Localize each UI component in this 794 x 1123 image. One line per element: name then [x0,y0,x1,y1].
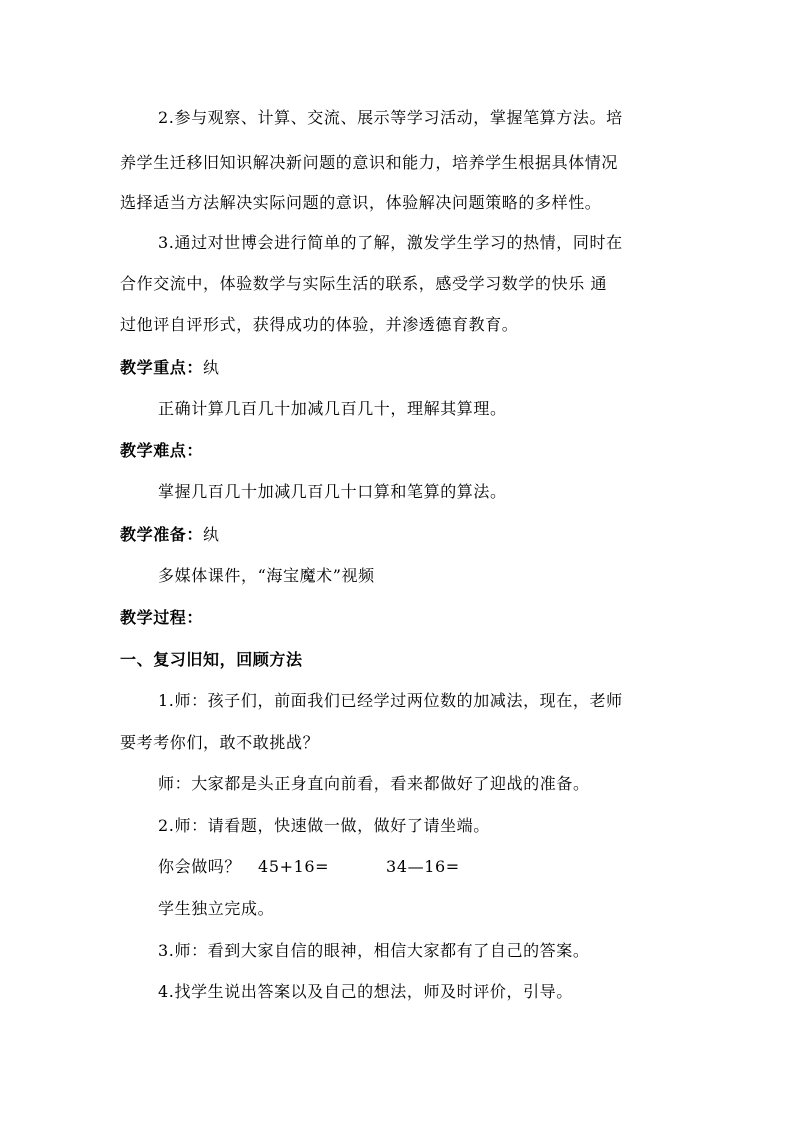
process-heading: 教学过程： [120,608,204,627]
preparation-text: 多媒体课件，“海宝魔术”视频 [158,566,375,585]
key-points-text: 正确计算几百几十加减几百几十，理解其算理。 [158,399,507,418]
key-points-heading [120,358,220,378]
review-line-6: 学生独立完成。 [158,899,275,918]
key-points-mark: 纨 [203,358,220,377]
review-exercise-line: 你会做吗？ 45+16= 34—16= [158,857,460,876]
objective-3-line-2: 合作交流中，体验数学与实际生活的联系，感受学习数学的快乐 通 [120,274,608,293]
difficulty-heading: 教学难点： [120,441,204,460]
objective-3-line-1: 3.通过对世博会进行简单的了解，激发学生学习的热情，同时在 [158,233,623,252]
objective-2-line-1: 2.参与观察、计算、交流、展示等学习活动，掌握笔算方法。培 [158,108,623,127]
difficulty-text: 掌握几百几十加减几百几十口算和笔算的算法。 [158,482,507,501]
objective-2-line-2: 养学生迁移旧知识解决新问题的意识和能力，培养学生根据具体情况 [120,153,619,172]
section-1-heading: 一、复习旧知，回顾方法 [120,650,303,669]
review-line-4: 2.师：请看题，快速做一做，做好了请坐端。 [158,816,490,835]
review-line-1: 1.师：孩子们，前面我们已经学过两位数的加减法，现在，老师 [158,691,623,710]
objective-2-line-3: 选择适当方法解决实际问题的意识，体验解决问题策略的多样性。 [120,193,602,212]
objective-3-line-3: 过他评自评形式，获得成功的体验，并渗透德育教育。 [120,315,519,334]
review-line-2: 要考考你们，敢不敢挑战？ [120,733,320,752]
review-line-3: 师：大家都是头正身直向前看，看来都做好了迎战的准备。 [158,774,590,793]
preparation-label: 教学准备： [120,525,204,544]
preparation-heading [120,525,220,545]
key-points-label: 教学重点： [120,358,204,377]
review-line-8: 4.找学生说出答案以及自己的想法，师及时评价，引导。 [158,982,573,1001]
preparation-mark: 纨 [203,525,220,544]
review-line-7: 3.师：看到大家自信的眼神，相信大家都有了自己的答案。 [158,941,590,960]
